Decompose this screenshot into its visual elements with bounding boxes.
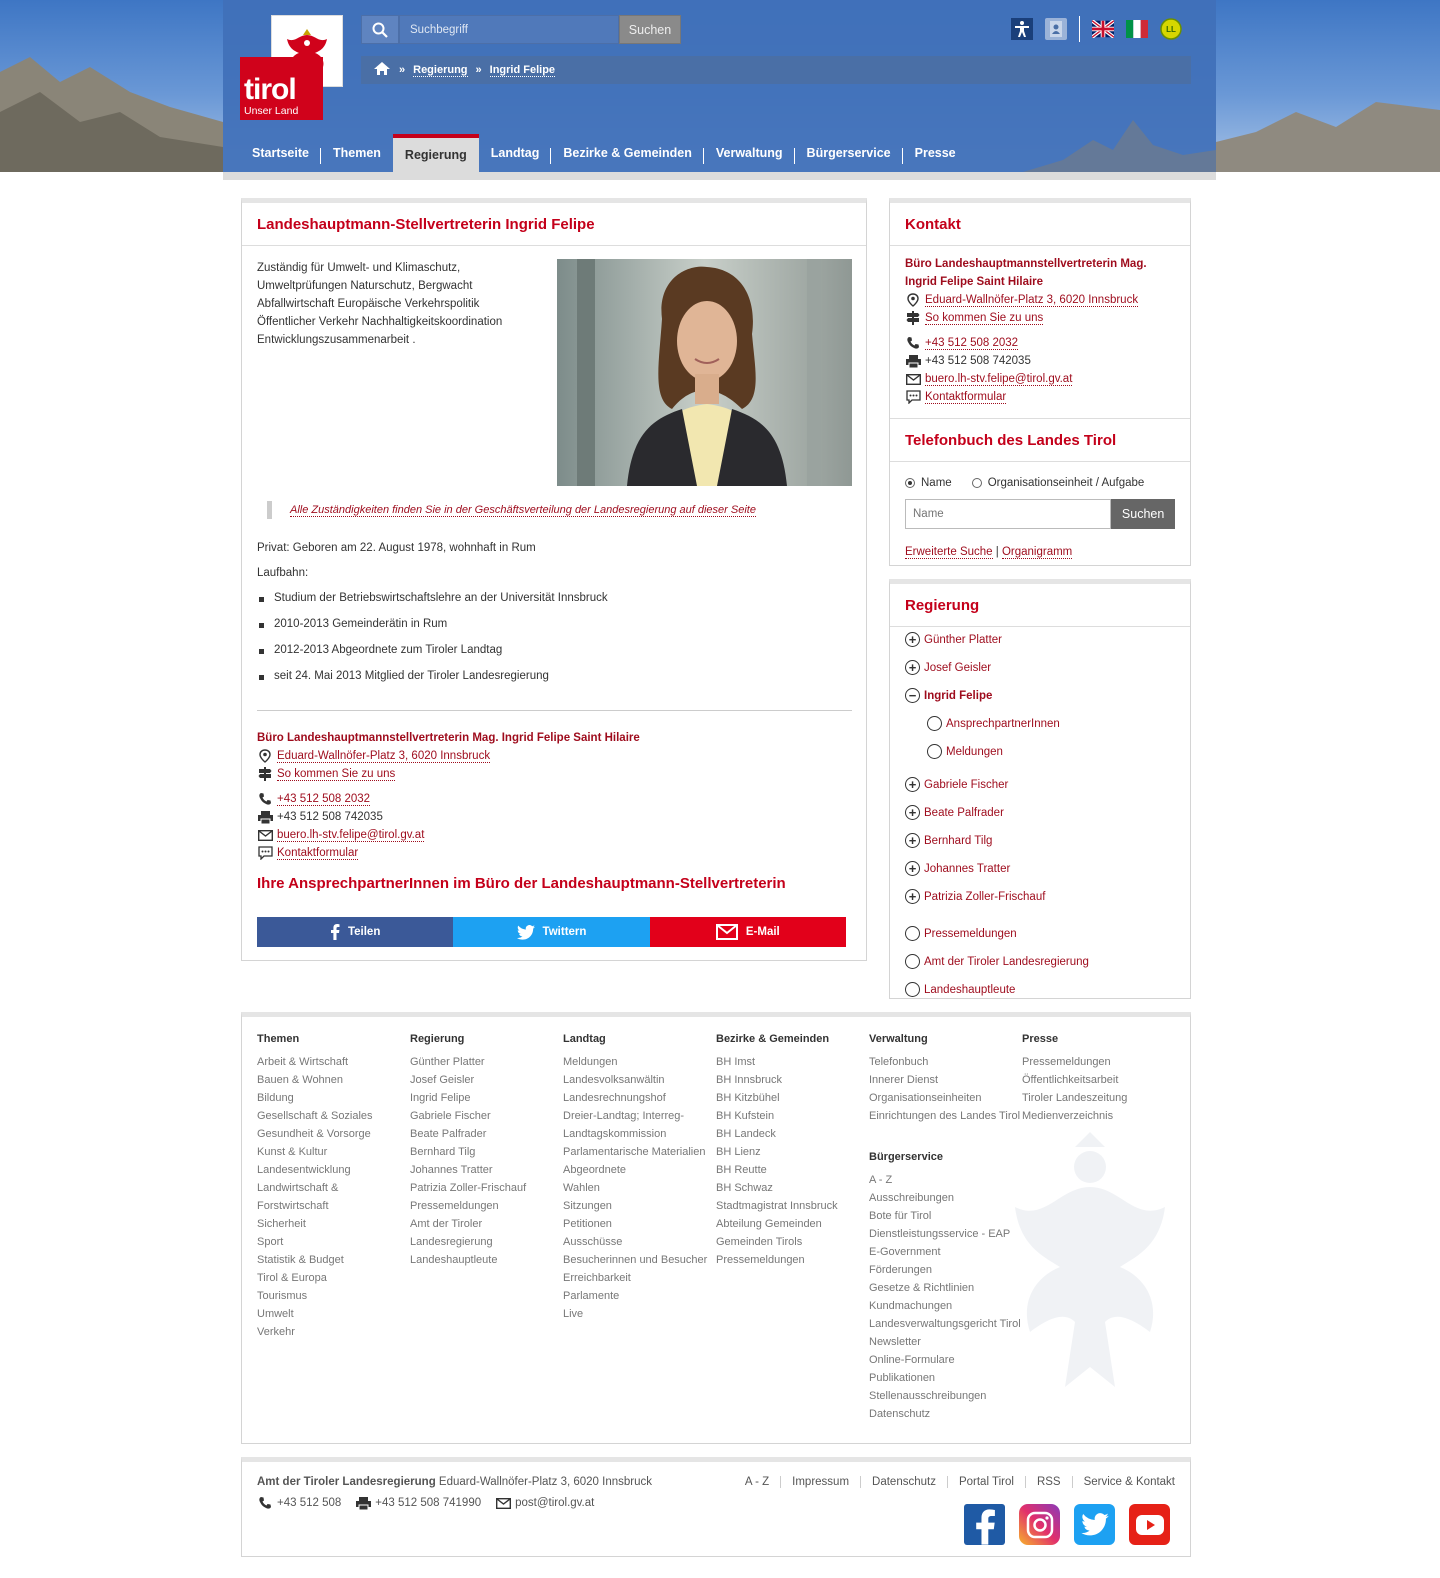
member-link[interactable]: Beate Palfrader [924, 806, 1004, 819]
tools-divider [1079, 16, 1080, 42]
facebook-icon[interactable] [964, 1504, 1005, 1545]
nav-bezirke[interactable]: Bezirke & Gemeinden [551, 134, 704, 172]
kontakt-title: Kontakt [890, 203, 1190, 246]
footer-link[interactable]: Meldungen [563, 1056, 618, 1068]
kontakt-panel [889, 198, 1191, 566]
chat-icon [905, 390, 921, 404]
telefonbuch-search-button[interactable]: Suchen [1111, 499, 1175, 529]
footer-link[interactable]: Innerer Dienst [869, 1074, 939, 1086]
phone-icon [905, 336, 921, 350]
footer-link[interactable]: Günther Platter [410, 1056, 485, 1068]
footer-link[interactable]: Josef Geisler [410, 1074, 475, 1086]
footer-link[interactable]: Newsletter [869, 1336, 921, 1348]
share-label: E-Mail [745, 926, 780, 938]
nav-themen[interactable]: Themen [332, 146, 381, 160]
footer-column-title: Bürgerservice [869, 1151, 943, 1163]
footer-link[interactable]: BH Schwaz [716, 1182, 773, 1194]
contact-form-link[interactable]: Kontaktformular [277, 846, 359, 859]
footer-link[interactable]: Parlamente [563, 1290, 620, 1302]
radio-name-label: Name [921, 477, 952, 489]
footer-phone: +43 512 508 [277, 1497, 342, 1509]
phone-icon [257, 792, 273, 806]
footer-link[interactable]: Sport [257, 1236, 284, 1248]
list-item: Studium der Betriebswirtschaftslehre an der Universität Innsbruck [257, 592, 608, 618]
extended-search-link[interactable]: Erweiterte Suche [905, 546, 993, 558]
portrait-photo [557, 259, 852, 486]
footer-link[interactable]: Landesverwaltungsgericht Tirol [869, 1318, 1021, 1330]
footer-link[interactable]: Kunst & Kultur [257, 1146, 328, 1158]
footer-link[interactable]: Sicherheit [257, 1218, 306, 1230]
footer-column-title: Landtag [563, 1033, 606, 1045]
circle-icon [905, 926, 920, 941]
footer-link[interactable]: BH Innsbruck [716, 1074, 783, 1086]
footer-link[interactable]: BH Lienz [716, 1146, 761, 1158]
footer-column [257, 1033, 373, 1341]
home-icon[interactable] [373, 61, 391, 79]
footer-org-address: Eduard-Wallnöfer-Platz 3, 6020 Innsbruck [438, 1476, 652, 1488]
footer-bottom-link[interactable]: A - Z [734, 1476, 781, 1488]
footer-link[interactable]: Pressemeldungen [410, 1200, 499, 1212]
footer-link[interactable]: Amt der Tiroler [410, 1218, 483, 1230]
note-quote [267, 501, 756, 519]
footer-link[interactable]: Abteilung Gemeinden [716, 1218, 822, 1230]
telefonbuch-links [890, 529, 1190, 558]
footer-link[interactable]: Ausschüsse [563, 1236, 623, 1248]
expand-plus-icon: + [905, 861, 920, 876]
office-contact [257, 729, 640, 862]
email-link[interactable]: buero.lh-stv.felipe@tirol.gv.at [925, 372, 1073, 385]
share-label: Twittern [542, 926, 587, 938]
regierung-item-presse[interactable] [905, 926, 1017, 941]
footer-bottom-link[interactable]: RSS [1026, 1476, 1073, 1488]
radio-name[interactable] [905, 478, 915, 488]
regierung-item-palfrader[interactable] [905, 805, 1004, 820]
footer-link[interactable]: Umwelt [257, 1308, 294, 1320]
address-link[interactable]: Eduard-Wallnöfer-Platz 3, 6020 Innsbruck [277, 749, 491, 762]
footer-column [716, 1033, 838, 1269]
contact-form-link[interactable]: Kontaktformular [925, 390, 1007, 403]
extra-link[interactable]: Amt der Tiroler Landesregierung [924, 955, 1089, 968]
footer-bottom [241, 1457, 1191, 1557]
footer-bottom-link[interactable]: Datenschutz [861, 1476, 948, 1488]
search-button[interactable]: Suchen [619, 15, 681, 44]
footer-link[interactable]: Tiroler Landeszeitung [1022, 1092, 1128, 1104]
footer-link[interactable]: BH Imst [716, 1056, 756, 1068]
footer-column [869, 1033, 1020, 1125]
office-name: Büro Landeshauptmannstellvertreterin Mag. Ingrid Felipe Saint Hilaire [257, 732, 640, 744]
regierung-item-tilg[interactable] [905, 833, 992, 848]
regierung-sub-ansprech[interactable] [927, 716, 1060, 731]
sub-link[interactable]: Meldungen [946, 745, 1003, 758]
footer-link[interactable]: Landesrechnungshof [563, 1092, 666, 1104]
telefonbuch-title: Telefonbuch des Landes Tirol [890, 418, 1190, 462]
instagram-icon[interactable] [1019, 1504, 1060, 1545]
footer-link[interactable]: Landesvolksanwältin [563, 1074, 665, 1086]
footer-link[interactable]: Parlamentarische Materialien [563, 1146, 706, 1158]
footer-link[interactable]: Öffentlichkeitsarbeit [1022, 1074, 1119, 1086]
page-title: Landeshauptmann-Stellvertreterin Ingrid Felipe [242, 203, 866, 246]
list-item: seit 24. Mai 2013 Mitglied der Tiroler Landesregierung [257, 670, 608, 696]
contact-book-icon[interactable] [1045, 18, 1067, 40]
facebook-icon [330, 924, 340, 940]
footer-link[interactable]: BH Kufstein [716, 1110, 775, 1122]
footer-link[interactable]: Tirol & Europa [257, 1272, 327, 1284]
intro-text: Zuständig für Umwelt- und Klimaschutz, Umweltprüfungen Naturschutz, Bergwacht Abfallwirtschaft Europäische Verkehrspolitik Öffentlicher Verkehr Nachhaltigkeitskoordination Entwicklungszusammenarbeit . [257, 262, 503, 346]
footer-link[interactable]: Abgeordnete [563, 1164, 626, 1176]
chat-icon [257, 846, 273, 860]
member-link[interactable]: Bernhard Tilg [924, 834, 993, 847]
regierung-item-amt[interactable] [905, 954, 1089, 969]
phone-link[interactable]: +43 512 508 2032 [925, 336, 1019, 349]
footer-link[interactable]: Kundmachungen [869, 1300, 953, 1312]
footer-link[interactable]: Gesellschaft & Soziales [257, 1110, 373, 1122]
footer-link[interactable]: Organisationseinheiten [869, 1092, 982, 1104]
footer-link[interactable]: Förderungen [869, 1264, 932, 1276]
footer-link[interactable]: Beate Palfrader [410, 1128, 487, 1140]
footer-link[interactable]: Bote für Tirol [869, 1210, 932, 1222]
footer-link[interactable]: Publikationen [869, 1372, 936, 1384]
footer-link[interactable]: Ausschreibungen [869, 1192, 955, 1204]
footer-column-title: Themen [257, 1033, 300, 1045]
address-link[interactable]: Eduard-Wallnöfer-Platz 3, 6020 Innsbruck [925, 293, 1139, 306]
telefonbuch-input[interactable] [905, 499, 1111, 529]
header-bottom-strip [223, 172, 1216, 180]
office-name: Büro Landeshauptmannstellvertreterin Mag. [905, 258, 1147, 270]
facebook-share-button[interactable] [257, 917, 453, 947]
mail-icon [495, 1498, 511, 1509]
footer-link[interactable]: Landesentwicklung [257, 1164, 351, 1176]
footer-column-title: Regierung [410, 1033, 465, 1045]
nav-presse[interactable]: Presse [914, 146, 956, 160]
regierung-item-tratter[interactable] [905, 861, 1010, 876]
footer-link[interactable]: Landwirtschaft & [257, 1182, 339, 1194]
regierung-item-fischer[interactable] [905, 777, 1008, 792]
footer-link[interactable]: Gemeinden Tirols [716, 1236, 803, 1248]
signpost-icon [905, 311, 921, 325]
expand-plus-icon: + [905, 833, 920, 848]
directions-link[interactable]: So kommen Sie zu uns [925, 311, 1044, 324]
footer-link[interactable]: Erreichbarkeit [563, 1272, 631, 1284]
footer-link[interactable]: Pressemeldungen [1022, 1056, 1111, 1068]
footer-email[interactable]: post@tirol.gv.at [515, 1497, 595, 1509]
breadcrumb-separator: » [475, 64, 482, 76]
footer-link[interactable]: Besucherinnen und Besucher [563, 1254, 708, 1266]
footer-link[interactable]: Bauen & Wohnen [257, 1074, 344, 1086]
footer-contact [257, 1494, 594, 1512]
expand-plus-icon: + [905, 805, 920, 820]
footer-fax: +43 512 508 741990 [375, 1497, 482, 1509]
member-link[interactable]: Josef Geisler [924, 661, 992, 674]
circle-icon [927, 744, 942, 759]
divider [257, 710, 852, 711]
expand-plus-icon: + [905, 889, 920, 904]
kontakt-block [905, 255, 1147, 406]
italian-flag-icon[interactable] [1126, 18, 1148, 40]
location-pin-icon [905, 293, 921, 307]
member-link[interactable]: Günther Platter [924, 633, 1002, 646]
regierung-item-zoller[interactable] [905, 889, 1045, 904]
accessibility-icon[interactable] [1011, 18, 1033, 40]
footer-link[interactable]: Datenschutz [869, 1408, 931, 1420]
footer-column [1022, 1033, 1127, 1125]
footer-links [734, 1476, 1186, 1488]
expand-plus-icon: + [905, 777, 920, 792]
regierung-item-geisler[interactable] [905, 660, 991, 675]
footer-link[interactable]: Live [563, 1308, 584, 1320]
organigramm-link[interactable]: Organigramm [1001, 546, 1073, 558]
sub-link[interactable]: AnsprechpartnerInnen [946, 717, 1060, 730]
search-input[interactable] [399, 15, 619, 44]
breadcrumb-current[interactable]: Ingrid Felipe [489, 63, 556, 76]
collapse-minus-icon: − [905, 688, 920, 703]
location-pin-icon [257, 749, 273, 763]
footer-link[interactable]: Verkehr [257, 1326, 295, 1338]
footer-link[interactable]: Bildung [257, 1092, 294, 1104]
footer-link[interactable]: Pressemeldungen [716, 1254, 805, 1266]
english-flag-icon[interactable] [1092, 18, 1114, 40]
extra-link[interactable]: Pressemeldungen [924, 927, 1017, 940]
breadcrumb [361, 56, 1191, 84]
fax-text: +43 512 508 742035 [925, 355, 1031, 367]
footer-org: Amt der Tiroler Landesregierung [257, 1476, 436, 1488]
easy-language-icon[interactable] [1160, 18, 1182, 40]
member-link[interactable]: Patrizia Zoller-Frischauf [924, 890, 1046, 903]
footer-link[interactable]: BH Reutte [716, 1164, 767, 1176]
svg-text:LL: LL [1166, 25, 1176, 34]
footer-link[interactable]: Landesregierung [410, 1236, 493, 1248]
nav-buergerservice[interactable]: Bürgerservice [795, 134, 903, 172]
footer-link[interactable]: Landeshauptleute [410, 1254, 498, 1266]
main-content [241, 198, 867, 961]
mail-icon [257, 830, 273, 841]
nav-landtag[interactable]: Landtag [479, 134, 552, 172]
laufbahn-label: Laufbahn: [257, 567, 309, 579]
youtube-icon[interactable] [1129, 1504, 1170, 1545]
member-link[interactable]: Gabriele Fischer [924, 778, 1009, 791]
member-link[interactable]: Johannes Tratter [924, 862, 1011, 875]
footer-link[interactable]: Stellenausschreibungen [869, 1390, 987, 1402]
signpost-icon [257, 767, 273, 781]
mountain-right [1216, 52, 1440, 172]
directions-link[interactable]: So kommen Sie zu uns [277, 767, 396, 780]
email-share-button[interactable] [650, 917, 846, 947]
twitter-icon [517, 925, 535, 940]
twitter-icon[interactable] [1074, 1504, 1115, 1545]
expand-plus-icon: + [905, 632, 920, 647]
footer-link[interactable]: Ingrid Felipe [410, 1092, 471, 1104]
footer-link[interactable]: E-Government [869, 1246, 941, 1258]
footer-link[interactable]: Gesetze & Richtlinien [869, 1282, 975, 1294]
office-name: Ingrid Felipe Saint Hilaire [905, 276, 1044, 288]
expand-plus-icon: + [905, 660, 920, 675]
radio-org[interactable] [972, 478, 982, 488]
breadcrumb-regierung[interactable]: Regierung [413, 63, 468, 76]
footer-bottom-link[interactable]: Portal Tirol [948, 1476, 1026, 1488]
circle-icon [905, 954, 920, 969]
share-bar [257, 917, 846, 947]
footer-link[interactable]: Johannes Tratter [410, 1164, 493, 1176]
mountain-left [0, 52, 223, 172]
list-item: 2012-2013 Abgeordnete zum Tiroler Landtag [257, 644, 608, 670]
twitter-share-button[interactable] [453, 917, 649, 947]
list-item: 2010-2013 Gemeinderätin in Rum [257, 618, 608, 644]
privat-text: Privat: Geboren am 22. August 1978, wohnhaft in Rum [257, 542, 536, 554]
telefonbuch-section [890, 418, 1190, 558]
circle-icon [905, 982, 920, 997]
footer-sitemap [241, 1012, 1191, 1444]
fax-icon [257, 811, 273, 824]
footer-link[interactable]: Dreier-Landtag; Interreg- [563, 1110, 685, 1122]
radio-org-label: Organisationseinheit / Aufgabe [987, 477, 1145, 489]
footer-link[interactable]: Bernhard Tilg [410, 1146, 476, 1158]
footer-column-title: Presse [1022, 1033, 1059, 1045]
mail-icon [905, 374, 921, 385]
regierung-panel [889, 579, 1191, 999]
footer-link[interactable]: Telefonbuch [869, 1056, 929, 1068]
footer-column-title: Bezirke & Gemeinden [716, 1033, 830, 1045]
footer-bottom-link[interactable]: Service & Kontakt [1083, 1476, 1175, 1488]
main-nav [240, 134, 968, 172]
mail-icon [716, 924, 738, 940]
footer-address [257, 1476, 652, 1488]
search-icon[interactable] [361, 15, 399, 44]
footer-link[interactable]: Dienstleistungsservice - EAP [869, 1228, 1011, 1240]
telefonbuch-search [890, 489, 1190, 529]
regierung-item-platter[interactable] [905, 632, 1002, 647]
footer-link[interactable]: Arbeit & Wirtschaft [257, 1056, 349, 1068]
nav-regierung[interactable]: Regierung [393, 134, 479, 172]
social-links [964, 1504, 1170, 1545]
circle-icon [927, 716, 942, 731]
phone-icon [257, 1496, 273, 1510]
footer-link[interactable]: Petitionen [563, 1218, 612, 1230]
footer-link[interactable]: Sitzungen [563, 1200, 612, 1212]
nav-startseite[interactable]: Startseite [240, 134, 321, 172]
footer-link[interactable]: Statistik & Budget [257, 1254, 344, 1266]
footer-link[interactable]: BH Kitzbühel [716, 1092, 780, 1104]
mountain-peak [1023, 110, 1216, 172]
logo-main-text: tirol [244, 73, 296, 106]
footer-link[interactable]: Patrizia Zoller-Frischauf [410, 1182, 527, 1194]
header [223, 0, 1216, 172]
regierung-item-lh[interactable] [905, 982, 1015, 997]
footer-link[interactable]: Wahlen [563, 1182, 600, 1194]
extra-link[interactable]: Landeshauptleute [924, 983, 1016, 996]
footer-column [563, 1033, 707, 1323]
fax-icon [355, 1497, 371, 1510]
footer-link[interactable]: Gesundheit & Vorsorge [257, 1128, 371, 1140]
regierung-title: Regierung [890, 584, 1190, 627]
breadcrumb-separator: » [399, 64, 406, 76]
member-link-active[interactable]: Ingrid Felipe [924, 689, 993, 702]
nav-verwaltung[interactable]: Verwaltung [704, 134, 795, 172]
link-separator: | [995, 546, 1002, 558]
footer-link[interactable]: Medienverzeichnis [1022, 1110, 1114, 1122]
footer-bottom-link[interactable]: Impressum [781, 1476, 861, 1488]
footer-column-title: Verwaltung [869, 1033, 928, 1045]
career-list [257, 592, 608, 696]
ansprechpartner-heading: Ihre AnsprechpartnerInnen im Büro der Landeshauptmann-Stellvertreterin [257, 875, 786, 892]
geschaeftsverteilung-link[interactable]: Alle Zuständigkeiten finden Sie in der Geschäftsverteilung der Landesregierung auf dieser Seite [290, 504, 756, 516]
footer-link[interactable]: Landtagskommission [563, 1128, 667, 1140]
footer-link[interactable]: Tourismus [257, 1290, 308, 1302]
footer-link[interactable]: Stadtmagistrat Innsbruck [716, 1200, 838, 1212]
tirol-logo[interactable] [240, 57, 323, 120]
fax-icon [905, 355, 921, 368]
footer-link[interactable]: Gabriele Fischer [410, 1110, 491, 1122]
footer-link[interactable]: A - Z [869, 1174, 893, 1186]
logo-sub-text: Unser Land [244, 105, 299, 117]
share-label: Teilen [347, 926, 381, 938]
phone-link[interactable]: +43 512 508 2032 [277, 792, 371, 805]
footer-link[interactable]: Einrichtungen des Landes Tirol [869, 1110, 1021, 1122]
footer-link[interactable]: Online-Formulare [869, 1354, 955, 1366]
fax-text: +43 512 508 742035 [277, 811, 383, 823]
header-tools [1011, 16, 1182, 42]
regierung-item-felipe[interactable] [905, 688, 992, 703]
footer-column-buergerservice [869, 1151, 1021, 1423]
email-link[interactable]: buero.lh-stv.felipe@tirol.gv.at [277, 828, 425, 841]
regierung-sub-meldungen[interactable] [927, 744, 1003, 759]
footer-link[interactable]: BH Landeck [716, 1128, 776, 1140]
search-options [890, 462, 1190, 489]
footer-column [410, 1033, 526, 1269]
footer-link[interactable]: Forstwirtschaft [257, 1200, 329, 1212]
